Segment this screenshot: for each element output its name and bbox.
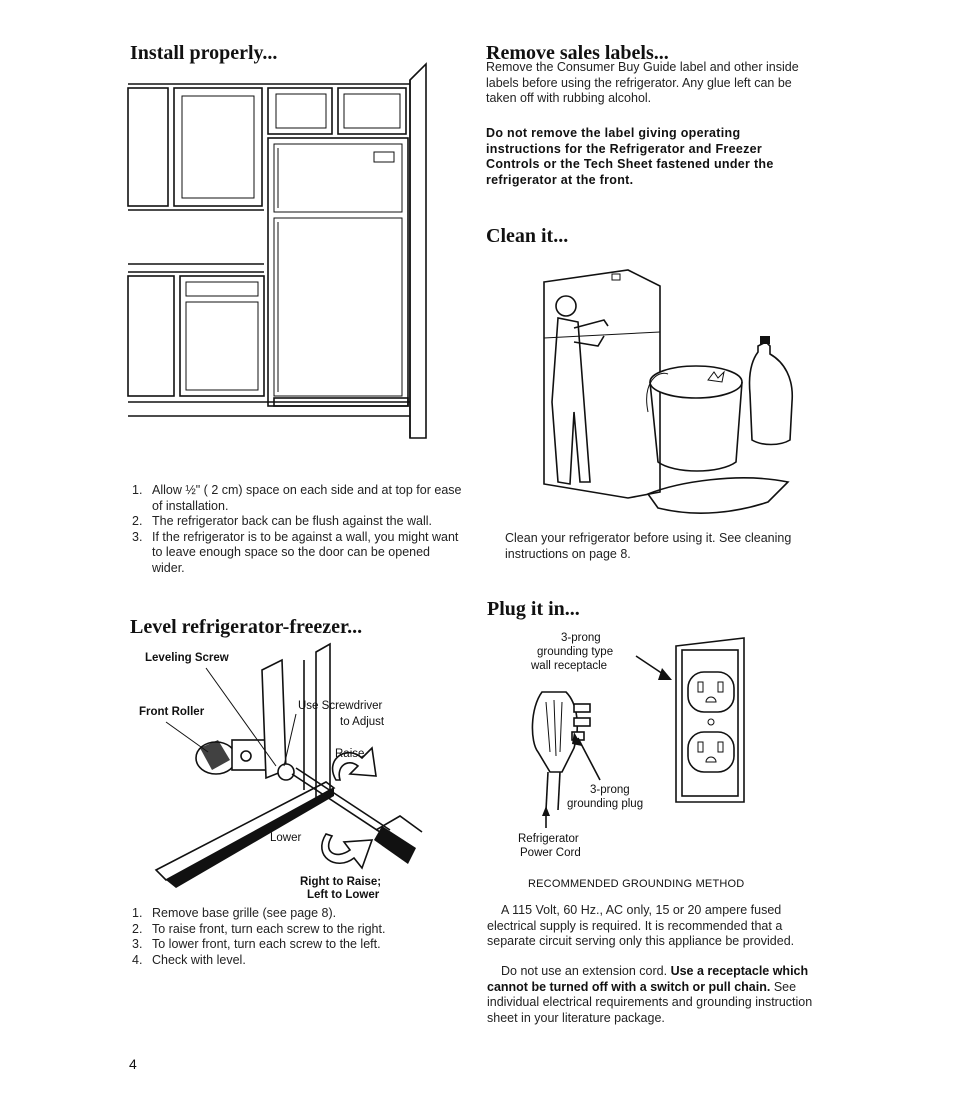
lower-label: Lower — [270, 832, 302, 844]
to-adjust-label: to Adjust — [340, 716, 385, 728]
remove-labels-text: Remove the Consumer Buy Guide label and other inside labels before using the refrigerator. Any glue left can be taken off with rubbing alcohol. — [486, 60, 799, 105]
list-item: 1. Remove base grille (see page 8). — [132, 906, 337, 920]
plug-label-line2: grounding plug — [567, 798, 644, 810]
level-title: Level refrigerator-freezer... — [130, 616, 363, 638]
plug-label-line1: 3-prong — [590, 784, 630, 796]
remove-labels-warning: Do not remove the label giving operating instructions for the Refrigerator and Freezer Controls or the Tech Sheet fastened under the refrigerator at the front. — [486, 126, 774, 187]
list-item: 4. Check with level. — [132, 952, 246, 967]
receptacle-label-line2: grounding type — [537, 646, 614, 658]
electrical-requirements-text: A 115 Volt, 60 Hz., AC only, 15 or 20 ampere fused electrical supply is required. It is recommended that a separate circuit serving only this appliance be provided. — [487, 903, 795, 948]
use-screwdriver-label: Use Screwdriver — [298, 700, 383, 712]
receptacle-label-line3: wall receptacle — [531, 660, 608, 672]
right-raise-label: Right to Raise; — [300, 876, 382, 888]
leveling-screw-label: Leveling Screw — [145, 652, 229, 664]
cord-label-line1: Refrigerator — [518, 833, 579, 845]
cleaning-illustration — [508, 262, 798, 527]
list-item: 3. If the refrigerator is to be against a wall, you might want to leave enough space so the door can be opened wider. — [132, 529, 459, 575]
receptacle-label-line1: 3-prong — [561, 632, 601, 644]
grounding-method-heading: RECOMMENDED GROUNDING METHOD — [528, 878, 745, 890]
remove-labels-title: Remove sales labels... — [486, 42, 669, 64]
level-steps — [132, 906, 462, 968]
list-item: 1. Allow ½" ( 2 cm) space on each side and at top for ease of installation. — [132, 483, 462, 513]
install-steps — [132, 483, 462, 576]
list-item: 3. To lower front, turn each screw to the left. — [132, 937, 381, 951]
clean-caption: Clean your refrigerator before using it. See cleaning instructions on page 8. — [505, 531, 792, 561]
list-item: 2. To raise front, turn each screw to the right. — [132, 921, 386, 936]
install-title: Install properly... — [130, 42, 278, 64]
cord-label-line2: Power Cord — [520, 847, 581, 859]
clean-title: Clean it... — [486, 225, 569, 247]
leveling-illustration — [136, 640, 436, 890]
raise-label: Raise — [335, 748, 365, 760]
list-item: 2. The refrigerator back can be flush against the wall. — [132, 514, 433, 528]
left-lower-label: Left to Lower — [307, 889, 380, 901]
plug-title: Plug it in... — [487, 598, 580, 620]
front-roller-label: Front Roller — [139, 706, 205, 718]
extension-cord-warning: Do not use an extension cord. Use a receptacle which cannot be turned off with a switch or pull chain. See individual electrical requirements and grounding instruction sheet in your literature package. — [487, 964, 813, 1025]
page-number: 4 — [129, 1056, 137, 1072]
kitchen-installation-illustration — [128, 62, 448, 442]
